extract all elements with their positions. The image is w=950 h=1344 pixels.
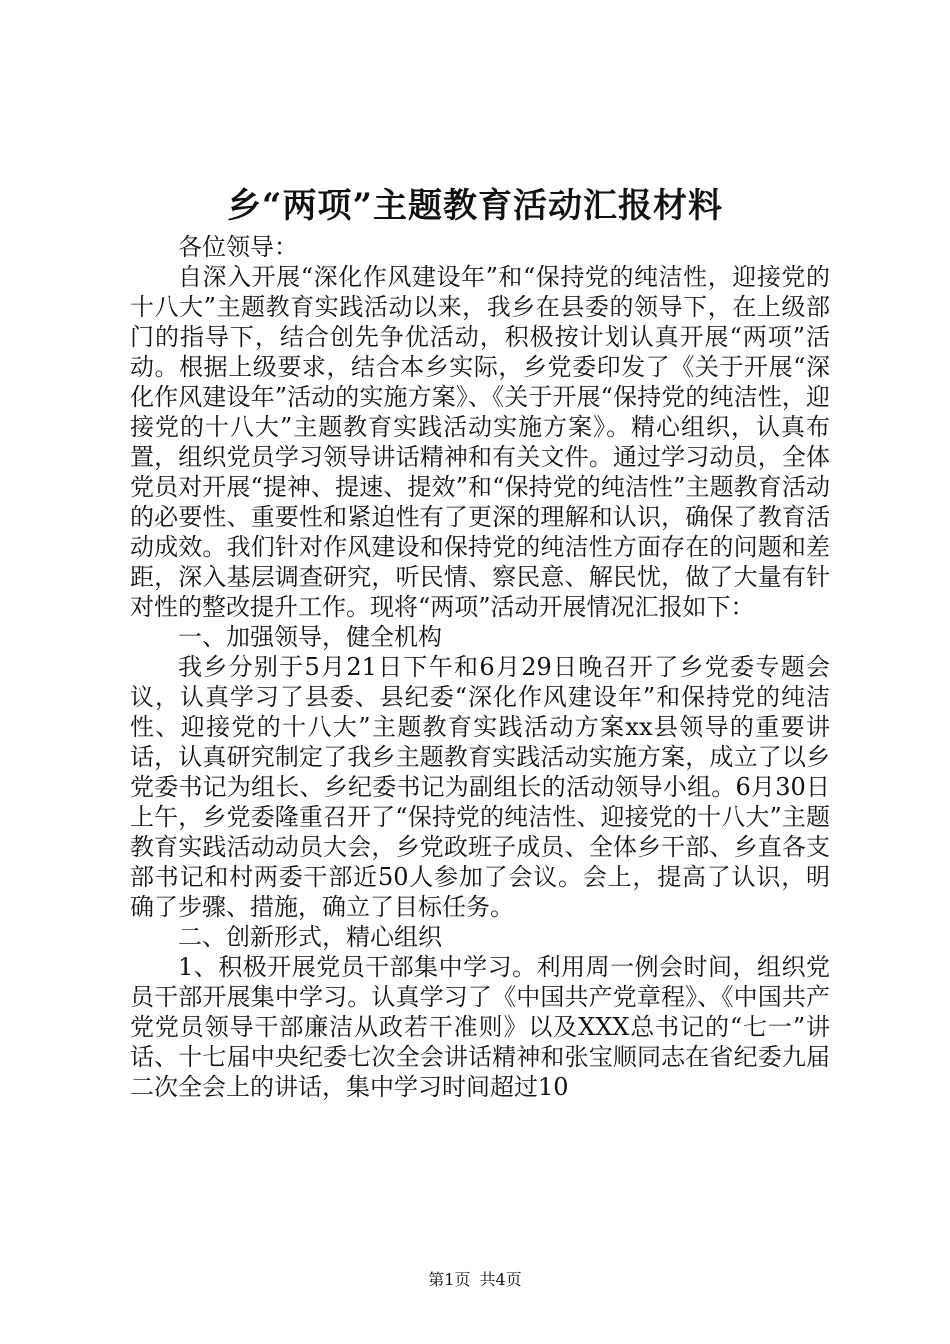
document-title: 乡“两项”主题教育活动汇报材料 [226, 186, 724, 226]
section-heading-2: 二、创新形式，精心组织 [178, 923, 442, 951]
document-body [130, 232, 830, 1102]
page-number: 第1页 [428, 1270, 471, 1289]
paragraph-section-2-item-1: 1、积极开展党员干部集中学习。利用周一例会时间，组织党员干部开展集中学习。认真学习了《中国共产党章程》、《中国共产党党员领导干部廉洁从政若干准则》以及XXX总书记的“七一”讲话、十七届中央纪委七次全会讲话精神和张宝顺同志在省纪委九届二次全会上的讲话，集中学习时间超过10 [130, 953, 830, 1101]
page-footer [0, 1270, 950, 1290]
paragraph-section-1: 我乡分别于5月21日下午和6月29日晚召开了乡党委专题会议，认真学习了县委、县纪委“深化作风建设年”和保持党的纯洁性、迎接党的十八大”主题教育实践活动方案xx县领导的重要讲话，认真研究制定了我乡主题教育实践活动实施方案，成立了以乡党委书记为组长、乡纪委书记为副组长的活动领导小组。6月30日上午，乡党委隆重召开了“保持党的纯洁性、迎接党的十八大”主题教育实践活动动员大会，乡党政班子成员、全体乡干部、乡直各支部书记和村两委干部近50人参加了会议。会上，提高了认识，明确了步骤、措施，确立了目标任务。 [130, 653, 830, 921]
paragraph-intro: 自深入开展“深化作风建设年”和“保持党的纯洁性，迎接党的十八大”主题教育实践活动以来，我乡在县委的领导下，在上级部门的指导下，结合创先争优活动，积极按计划认真开展“两项”活动。根据上级要求，结合本乡实际，乡党委印发了《关于开展“深化作风建设年”活动的实施方案》、《关于开展“保持党的纯洁性，迎接党的十八大”主题教育实践活动实施方案》。精心组织，认真布置，组织党员学习领导讲话精神和有关文件。通过学习动员，全体党员对开展“提神、提速、提效”和“保持党的纯洁性”主题教育活动的必要性、重要性和紧迫性有了更深的理解和认识，确保了教育活动成效。我们针对作风建设和保持党的纯洁性方面存在的问题和差距，深入基层调查研究，听民情、察民意、解民忧，做了大量有针对性的整改提升工作。现将“两项”活动开展情况汇报如下： [130, 263, 830, 621]
salutation: 各位领导： [178, 233, 298, 261]
page-total: 共4页 [479, 1270, 522, 1289]
section-heading-1: 一、加强领导，健全机构 [178, 623, 442, 651]
